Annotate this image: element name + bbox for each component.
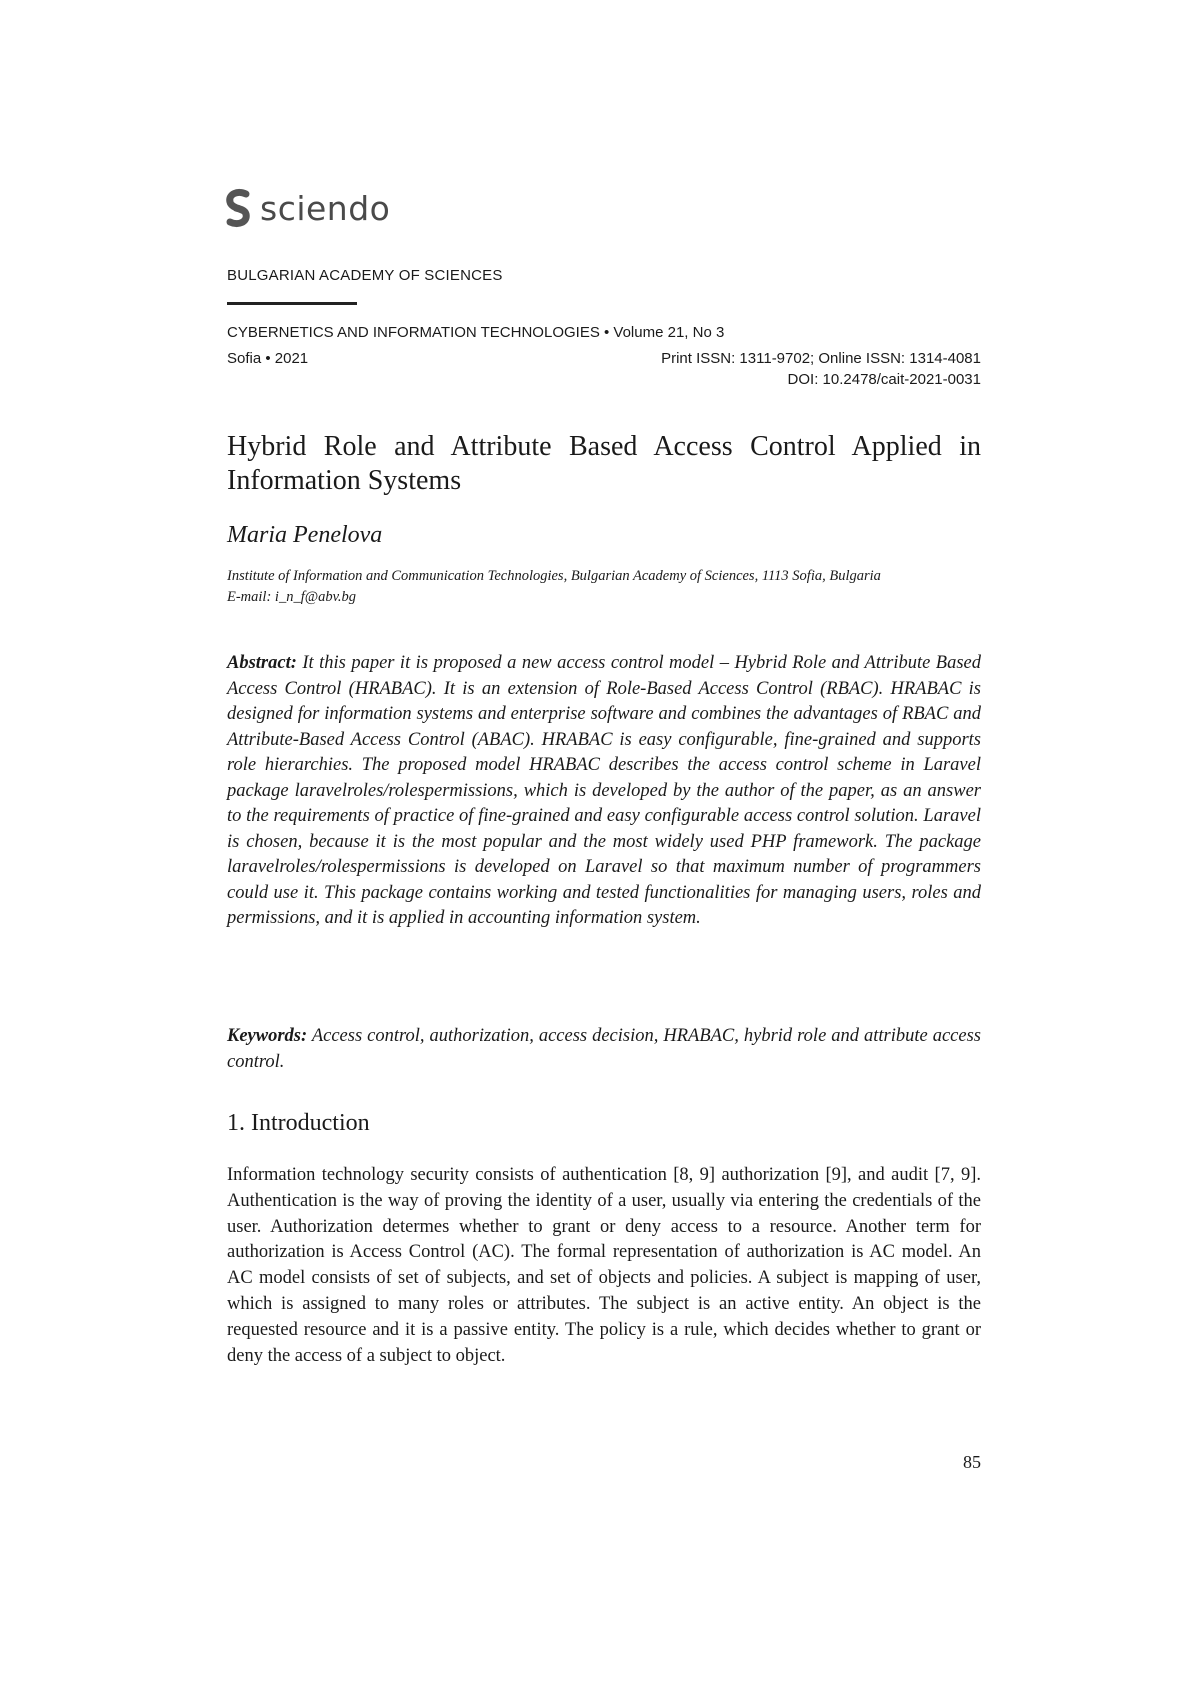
abstract-label: Abstract: — [227, 653, 297, 673]
sciendo-logo-icon — [224, 188, 252, 228]
author-affiliation-block — [227, 566, 981, 608]
intro-paragraph: Information technology security consists of authentication [8, 9] authorization [9], and audit [7, 9]. Authentication is the way of proving the identity of a user, usually via entering the credentials of the user. Authorization determes whether to grant or deny access to a resource. Another term for authorization is Access Control (AC). The formal representation of authorization is AC model. An AC model consists of set of subjects, and set of objects and policies. A subject is mapping of user, which is assigned to many roles or attributes. The subject is an active entity. An object is the requested resource and it is a passive entity. The policy is a rule, which decides whether to grant or deny the access of a subject to object. — [227, 1165, 981, 1366]
keywords-label: Keywords: — [227, 1026, 308, 1046]
header-divider — [227, 302, 357, 305]
abstract — [227, 651, 981, 932]
issn-line: Print ISSN: 1311-9702; Online ISSN: 1314-4081 — [661, 350, 981, 367]
keywords — [227, 1024, 981, 1075]
journal-name: CYBERNETICS AND INFORMATION TECHNOLOGIES • Volume 21, No 3 — [227, 324, 725, 341]
section-heading: 1. Introduction — [227, 1110, 370, 1136]
doi-line: DOI: 10.2478/cait-2021-0031 — [787, 371, 981, 388]
affiliation: Institute of Information and Communication Technologies, Bulgarian Academy of Sciences, 1113 Sofia, Bulgaria — [227, 568, 881, 584]
academy-name: BULGARIAN ACADEMY OF SCIENCES — [227, 267, 503, 284]
article-title: Hybrid Role and Attribute Based Access Control Applied in Information Systems — [227, 431, 981, 496]
page-number: 85 — [963, 1452, 981, 1472]
keywords-text: Access control, authorization, access decision, HRABAC, hybrid role and attribute access control. — [227, 1026, 981, 1072]
abstract-text: It this paper it is proposed a new access control model – Hybrid Role and Attribute Based Access Control (HRABAC). It is an extension of Role-Based Access Control (RBAC). HRABAC is designed for information systems and enterprise software and combines the advantages of RBAC and Attribute-Based Access Control (ABAC). HRABAC is easy configurable, fine-grained and supports role hierarchies. The proposed model HRABAC describes the access control scheme in Laravel package laravelroles/rolespermissions, which is developed by the author of the paper, as an answer to the requirements of practice of fine-grained and easy configurable access control solution. Laravel is chosen, because it is the most popular and the most widely used PHP framework. The package laravelroles/rolespermissions is developed on Laravel so that maximum number of programmers could use it. This package contains working and tested functionalities for managing users, roles and permissions, and it is applied in accounting information system. — [227, 653, 981, 928]
author-name: Maria Penelova — [227, 522, 383, 548]
location-year: Sofia • 2021 — [227, 350, 309, 367]
sciendo-logo — [224, 186, 390, 230]
author-email: E-mail: i_n_f@abv.bg — [227, 589, 357, 605]
logo-text: sciendo — [260, 188, 391, 228]
